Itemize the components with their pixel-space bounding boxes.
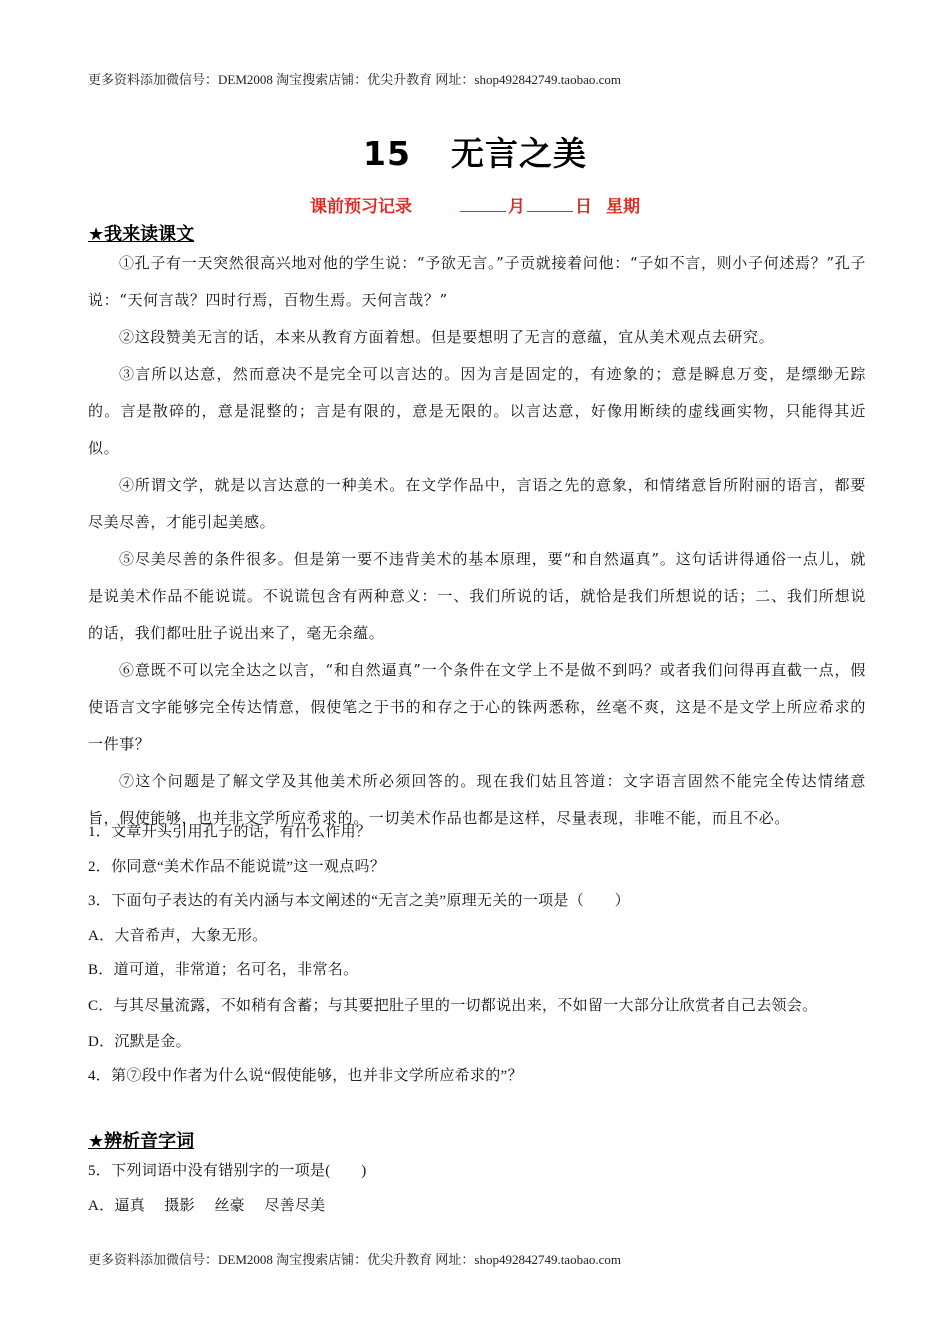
question-4: 4．第⑦段中作者为什么说“假使能够，也并非文学所应希求的”？ — [88, 1068, 523, 1084]
questions-list — [88, 815, 866, 1094]
page-footer: 更多资料添加微信号：DEM2008 淘宝搜索店铺：优尖升教育 网址：shop492842749.taobao.com — [88, 1252, 621, 1267]
lesson-number: 15 — [363, 134, 411, 173]
record-month: 月 — [508, 197, 525, 217]
record-weekday: 星期 — [606, 197, 640, 217]
option-a: A．大音希声，大象无形。 — [88, 927, 268, 944]
paragraph-2: ②这段赞美无言的话，本来从教育方面着想。但是要想明了无言的意蕴，宜从美术观点去研究。 — [119, 328, 775, 346]
lesson-title — [0, 128, 950, 175]
option-d: D．沉默是金。 — [88, 1033, 191, 1050]
record-label: 课前预习记录 — [310, 197, 412, 217]
section-words-heading: ★辨析音字词 — [88, 1131, 195, 1152]
section-reading-heading: ★我来读课文 — [88, 224, 195, 245]
month-blank — [460, 211, 506, 212]
questions-list-2 — [88, 1154, 866, 1223]
page-header: 更多资料添加微信号：DEM2008 淘宝搜索店铺：优尖升教育 网址：shop492842749.taobao.com — [88, 72, 621, 87]
question-5: 5．下列词语中没有错别字的一项是( ) — [88, 1163, 367, 1179]
day-blank — [527, 211, 573, 212]
paragraph-3: ③言所以达意，然而意决不是完全可以言达的。因为言是固定的，有迹象的；意是瞬息万变，是缥缈无踪的。言是散碎的，意是混整的；言是有限的，意是无限的。以言达意，好像用断续的虚线画实物，只能得其近似。 — [88, 365, 866, 457]
paragraph-6: ⑥意既不可以完全达之以言，“和自然逼真”一个条件在文学上不是做不到吗？或者我们问得再直截一点，假使语言文字能够完全传达情意，假使笔之于书的和存之于心的铢两悉称，丝毫不爽，这是不是文学上所应希求的一件事？ — [88, 661, 866, 753]
question-1: 1．文章开头引用孔子的话，有什么作用？ — [88, 824, 372, 840]
record-day: 日 — [575, 197, 592, 217]
preview-record — [0, 192, 950, 217]
lesson-name: 无言之美 — [450, 134, 587, 173]
paragraph-5: ⑤尽美尽善的条件很多。但是第一要不违背美术的基本原理，要“和自然逼真”。这句话讲得通俗一点儿，就是说美术作品不能说谎。不说谎包含有两种意义：一、我们所说的话，就恰是我们所想说的话；二、我们所想说的话，我们都吐肚子说出来了，毫无余蕴。 — [88, 550, 866, 642]
option-b: B．道可道，非常道；名可名，非常名。 — [88, 962, 359, 978]
reading-text — [88, 245, 866, 837]
paragraph-4: ④所谓文学，就是以言达意的一种美术。在文学作品中，言语之先的意象，和情绪意旨所附丽的语言，都要尽美尽善，才能引起美感。 — [88, 476, 866, 531]
paragraph-1: ①孔子有一天突然很高兴地对他的学生说：“予欲无言。”子贡就接着问他：“子如不言，则小子何述焉？”孔子说：“天何言哉？四时行焉，百物生焉。天何言哉？” — [88, 254, 866, 309]
question-2: 2．你同意“美术作品不能说谎”这一观点吗？ — [88, 858, 386, 875]
question-3: 3．下面句子表达的有关内涵与本文阐述的“无言之美”原理无关的一项是（ ） — [88, 893, 630, 909]
paragraph-7: ⑦这个问题是了解文学及其他美术所必须回答的。现在我们姑且答道：文字语言固然不能完全传达情绪意旨，假使能够，也并非文学所应希求的。一切美术作品也都是这样，尽量表现，非唯不能，而且不必。 — [88, 772, 866, 827]
question-5-option-a: A．逼真 摄影 丝豪 尽善尽美 — [88, 1197, 326, 1214]
option-c: C．与其尽量流露，不如稍有含蓄；与其要把肚子里的一切都说出来，不如留一大部分让欣赏者自己去领会。 — [88, 997, 818, 1014]
